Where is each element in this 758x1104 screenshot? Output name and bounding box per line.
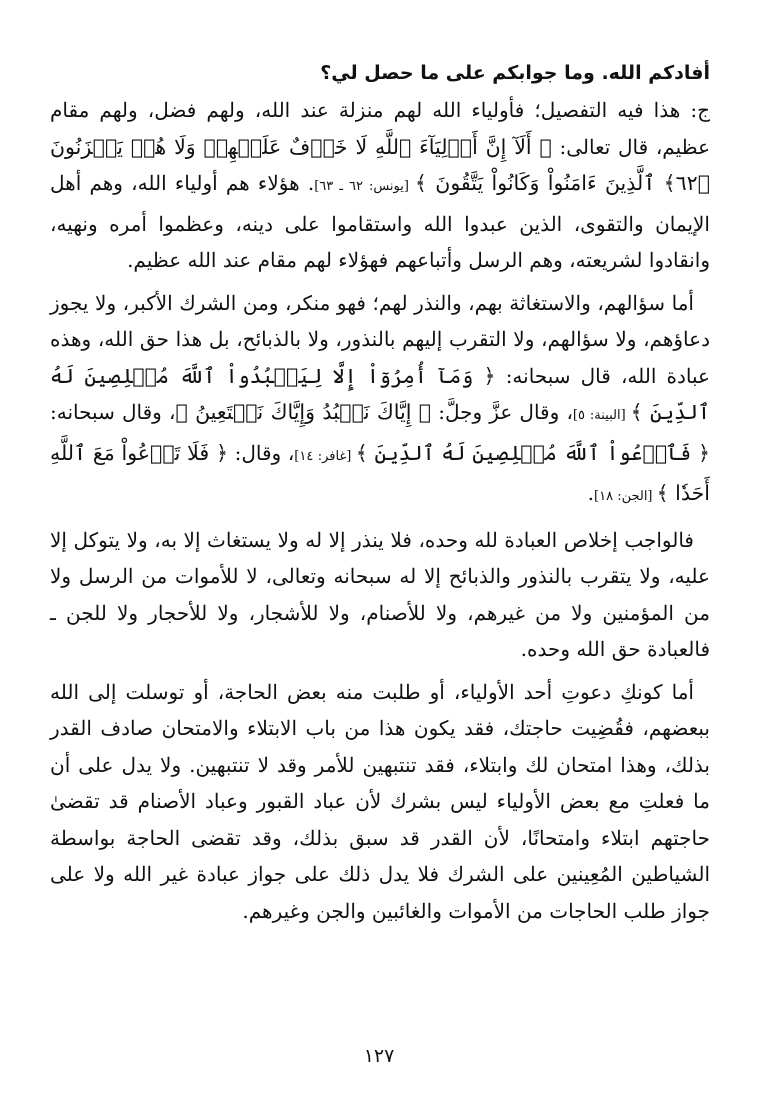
answer-paragraph-2 xyxy=(50,285,710,516)
quran-verse: ﴿ فَٱدۡعُواْ ٱللَّهَ مُخۡلِصِينَ لَهُ ٱلدِّينَ ﴾ xyxy=(355,440,710,465)
quran-verse: ﴿ فَلَا تَدۡعُواْ مَعَ ٱللَّهِ أَحَدٗا ﴾ xyxy=(50,440,710,505)
paragraph-text: ، وقال عزَّ وجلَّ: xyxy=(431,400,573,424)
quran-verse: ﴿ وَمَآ أُمِرُوٓاْ إِلَّا لِيَعۡبُدُواْ ٱللَّهَ مُخۡلِصِينَ لَهُ ٱلدِّينَ ﴾ xyxy=(50,363,710,424)
paragraph-text: ، وقال سبحانه: xyxy=(50,400,176,424)
page-number: ١٢٧ xyxy=(363,1045,395,1067)
paragraph-text: ، وقال: xyxy=(227,440,295,465)
quran-verse: ﴿ إِيَّاكَ نَعۡبُدُ وَإِيَّاكَ نَسۡتَعِينُ ﴾ xyxy=(175,400,432,424)
answer-paragraph-1 xyxy=(50,92,710,279)
verse-reference: [يونس: ٦٢ ـ ٦٣] xyxy=(314,179,415,194)
quran-verse: ﴿ أَلَآ إِنَّ أَوۡلِيَآءَ ٱللَّهِ لَا خَوۡفٌ عَلَيۡهِمۡ وَلَا هُمۡ يَحۡزَنُونَ ﴿٦٢﴾ ٱلَّذِينَ ءَامَنُواْ وَكَانُواْ يَتَّقُونَ ﴾ xyxy=(50,134,710,195)
verse-reference: [غافر: ١٤] xyxy=(294,448,356,464)
question-tail: أفادكم الله. وما جوابكم على ما حصل لي؟ xyxy=(320,62,710,84)
verse-reference: [الجن: ١٨] xyxy=(594,489,657,504)
verse-reference: [البينة: ٥] xyxy=(572,408,631,423)
answer-paragraph-3: فالواجب إخلاص العبادة لله وحده، فلا ينذر إلا له ولا يستغاث إلا به، ولا يتوكل إلا عليه، ولا يتقرب بالنذور والذبائح إلا له سبحانه وتعالى، لا للأموات من الرسل ولا من المؤمنين ولا من غيرهم، ولا للأصنام، ولا للأشجار، ولا للأحجار ولا للجن ـ فالعبادة حق الله وحده. xyxy=(50,527,710,661)
answer-paragraph-4: أما كونكِ دعوتِ أحد الأولياء، أو طلبت منه بعض الحاجة، أو توسلت إلى الله ببعضهم، فقُضِيت حاجتك، فقد يكون هذا من باب الابتلاء والامتحان صادف القدر بذلك، وهذا امتحان لك وابتلاء، فقد تنتبهين للأمر وقد لا تنتبهين. ولا يدل على أن ما فعلتِ مع بعض الأولياء ليس بشرك لأن عباد القبور وعباد الأصنام قد تقضىٰ حاجتهم ابتلاء وامتحانًا، لأن القدر قد سبق بذلك، وقد تقضى الحاجة بواسطة الشياطين المُعِينين على الشرك فلا يدل ذلك على جواز عبادة غير الله ولا على جواز طلب الحاجات من الأموات والغائبين والجن وغيرهم. xyxy=(50,679,710,923)
paragraph-text: . هؤلاء هم أولياء الله، وهم أهل الإيمان والتقوى، الذين عبدوا الله واستقاموا على دينه، وعظموا أمره ونهيه، وانقادوا لشريعته، وهم الرسل وأتباعهم فهؤلاء لهم مقام عند الله عظيم. xyxy=(50,171,710,272)
paragraph-text: ج: هذا فيه التفصيل؛ فأولياء الله لهم منزلة عند الله، ولهم فضل، ولهم مقام عظيم، قال تعالى: xyxy=(50,98,710,159)
paragraph-text: أما سؤالهم، والاستغاثة بهم، والنذر لهم؛ فهو منكر، ومن الشرك الأكبر، ولا يجوز دعاؤهم، ولا سؤالهم، ولا التقرب إليهم بالنذور، ولا بالذبائح، بل هذا حق الله، وهذه عبادة الله، قال سبحانه: xyxy=(50,290,710,388)
paragraph-text: . xyxy=(587,481,595,505)
